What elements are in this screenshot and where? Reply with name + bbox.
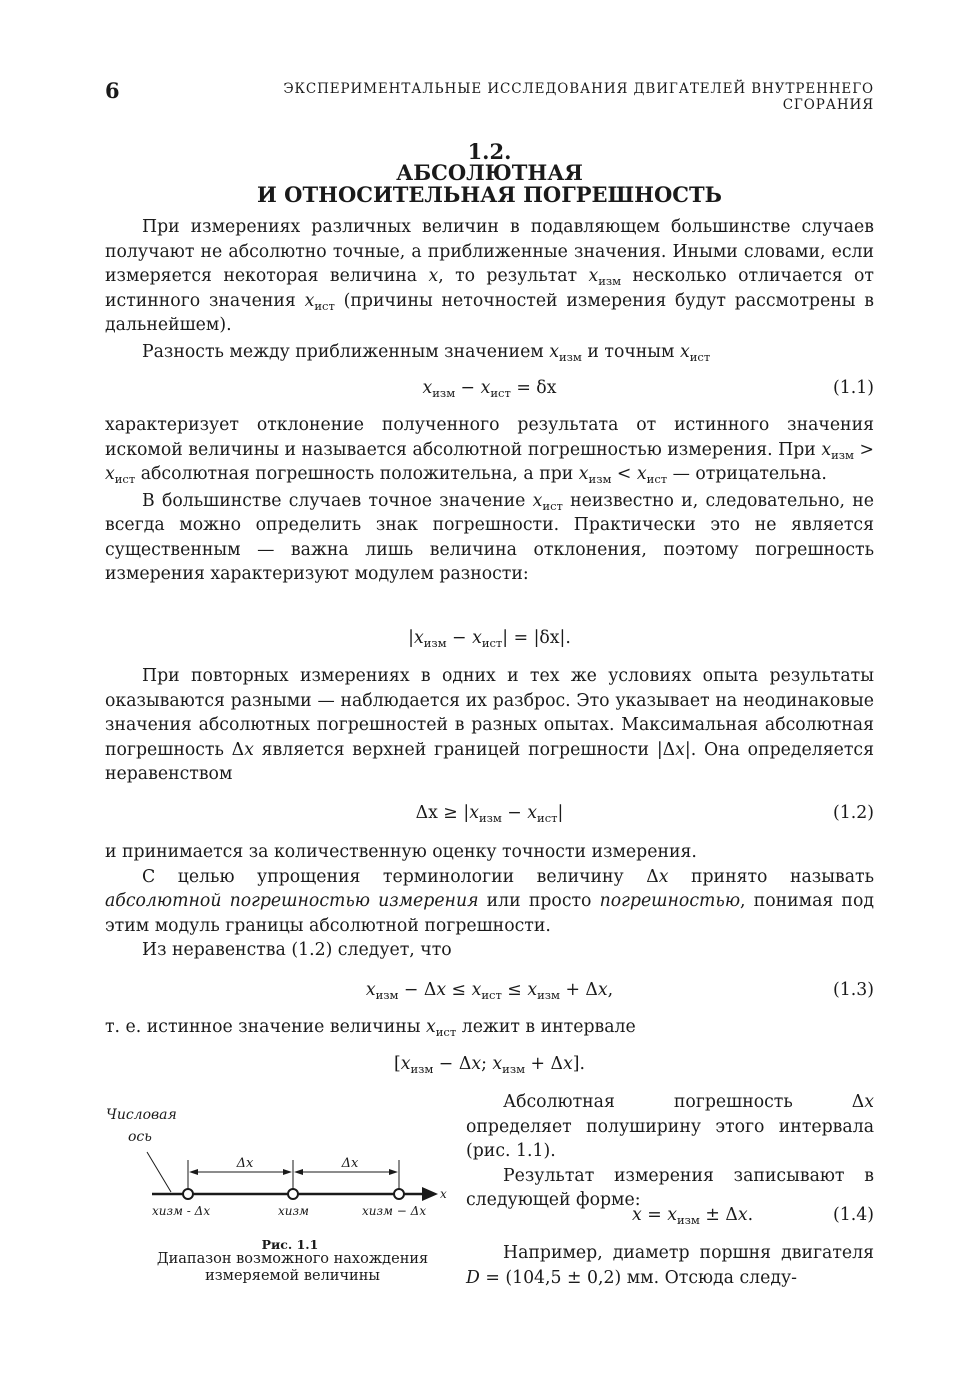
equation-number-1-1: (1.1) — [833, 378, 874, 398]
axis-label-line2: ось — [128, 1129, 152, 1145]
paragraph-1: При измерениях различных величин в подавляющем большинстве случаев получают не абсолютно точные, а приближенные значения. Иными словами, если измеряется некоторая величина x, то результат $x_{изм}$ несколько отличается от истинного значения $x_{ист}$ (причины неточностей измерения будут рассмотрены в дальнейшем). — [105, 217, 875, 335]
paragraph-8: Из неравенства (1.2) следует, что — [142, 940, 452, 960]
right-column-text-2 — [466, 1241, 874, 1290]
axis-arrowhead — [422, 1187, 438, 1201]
figure-caption-line1: Диапазон возможного нахождения — [156, 1251, 429, 1267]
equation-number-1-4: (1.4) — [833, 1205, 874, 1225]
paragraph-11: Результат измерения записывают в следующей форме: — [466, 1165, 874, 1210]
paragraph-12: Например, диаметр поршня двигателя D = (104,5 ± 0,2) мм. Отсюда следу- — [466, 1243, 874, 1288]
paragraph-2: Разность между приближенным значением $x_{изм}$ и точным $x_{ист}$ — [142, 341, 711, 364]
point-mid — [288, 1189, 298, 1199]
paragraph-5: При повторных измерениях в одних и тех же условиях опыта результаты оказываются разными — наблюдается их разброс. Это указывает на неодинаковые значения абсолютных погрешностей в разных опытах. Максимальная абсолютная погрешность Δx является верхней границей погрешности |Δx|. Она определяется неравенством — [105, 666, 875, 784]
number-line-figure — [100, 1140, 460, 1235]
paragraph-9: т. е. истинное значение величины $x_{ист}$ лежит в интервале — [105, 1017, 636, 1039]
axis-variable-label: x — [440, 1187, 447, 1201]
equation-1-4: $x = x_{изм} \pm \Delta x$. — [632, 1205, 754, 1227]
dim-arrow — [283, 1169, 292, 1175]
tick-label-right: xизм − Δx — [362, 1204, 427, 1218]
axis-leader-line — [147, 1152, 171, 1192]
body-block-2 — [105, 413, 874, 587]
equation-1-3: $x_{изм} - \Delta x \le x_{ист} \le x_{изм} + \Delta x$, — [365, 980, 614, 1002]
delta-label-right: Δx — [341, 1156, 359, 1171]
paragraph-3: характеризует отклонение полученного результата от истинного значения искомой величины и называется абсолютной погрешностью измерения. При $x_{изм} > x_{ист}$ абсолютная погрешность положительна, а при $x_{изм} < x_{ист}$ — отрицательна. — [105, 415, 874, 486]
figure-caption-line2: измеряемой величины — [205, 1268, 380, 1284]
dim-arrow — [294, 1169, 303, 1175]
page-number: 6 — [105, 78, 120, 103]
dim-arrow — [189, 1169, 198, 1175]
figure-caption-number: Рис. 1.1 — [261, 1237, 319, 1252]
paragraph-7: С целью упрощения терминологии величину Δx принято называть абсолютной погрешностью измерения или просто погрешностью, понимая под этим модуль границы абсолютной погрешности. — [105, 866, 874, 936]
body-block-4 — [105, 840, 874, 963]
tick-label-mid: xизм — [278, 1204, 309, 1218]
equation-modulus: $|x_{изм} - x_{ист}| = |\delta x|$. — [408, 628, 571, 650]
section-title-line2: И ОТНОСИТЕЛЬНАЯ ПОГРЕШНОСТЬ — [257, 182, 722, 207]
figure-caption-text — [130, 1251, 455, 1285]
dim-arrow — [389, 1169, 398, 1175]
point-right — [394, 1189, 404, 1199]
axis-label-line1: Числовая — [106, 1107, 177, 1123]
running-title: ЭКСПЕРИМЕНТАЛЬНЫЕ ИССЛЕДОВАНИЯ ДВИГАТЕЛЕЙ ВНУТРЕННЕГО СГОРАНИЯ — [283, 81, 874, 113]
point-left — [183, 1189, 193, 1199]
body-block-1 — [105, 215, 874, 364]
equation-number-1-3: (1.3) — [833, 980, 874, 1000]
section-title-line1: АБСОЛЮТНАЯ — [396, 160, 583, 185]
equation-1-2: $\Delta x \ge |x_{изм} - x_{ист}|$ — [415, 803, 564, 825]
tick-label-left: xизм - Δx — [152, 1204, 211, 1218]
paragraph-10: Абсолютная погрешность Δx определяет полуширину этого интервала (рис. 1.1). — [466, 1092, 874, 1161]
right-column-text — [466, 1090, 874, 1213]
delta-label-left: Δx — [236, 1156, 254, 1171]
paragraph-4: В большинстве случаев точное значение $x_{ист}$ неизвестно и, следовательно, не всегда можно определить знак погрешности. Практически это не является существенным — важна лишь величина отклонения, поэтому погрешность измерения характеризуют модулем разности: — [105, 490, 874, 584]
equation-number-1-2: (1.2) — [833, 803, 874, 823]
section-number: 1.2. — [467, 139, 512, 164]
body-block-3 — [105, 664, 874, 787]
paragraph-6: и принимается за количественную оценку точности измерения. — [105, 842, 697, 862]
body-block-5 — [105, 1015, 874, 1040]
equation-interval: [$x_{изм} - \Delta x$; $x_{изм} + \Delta x$]. — [393, 1054, 585, 1076]
equation-1-1: $x_{изм} - x_{ист} = \delta x$ — [422, 378, 557, 400]
